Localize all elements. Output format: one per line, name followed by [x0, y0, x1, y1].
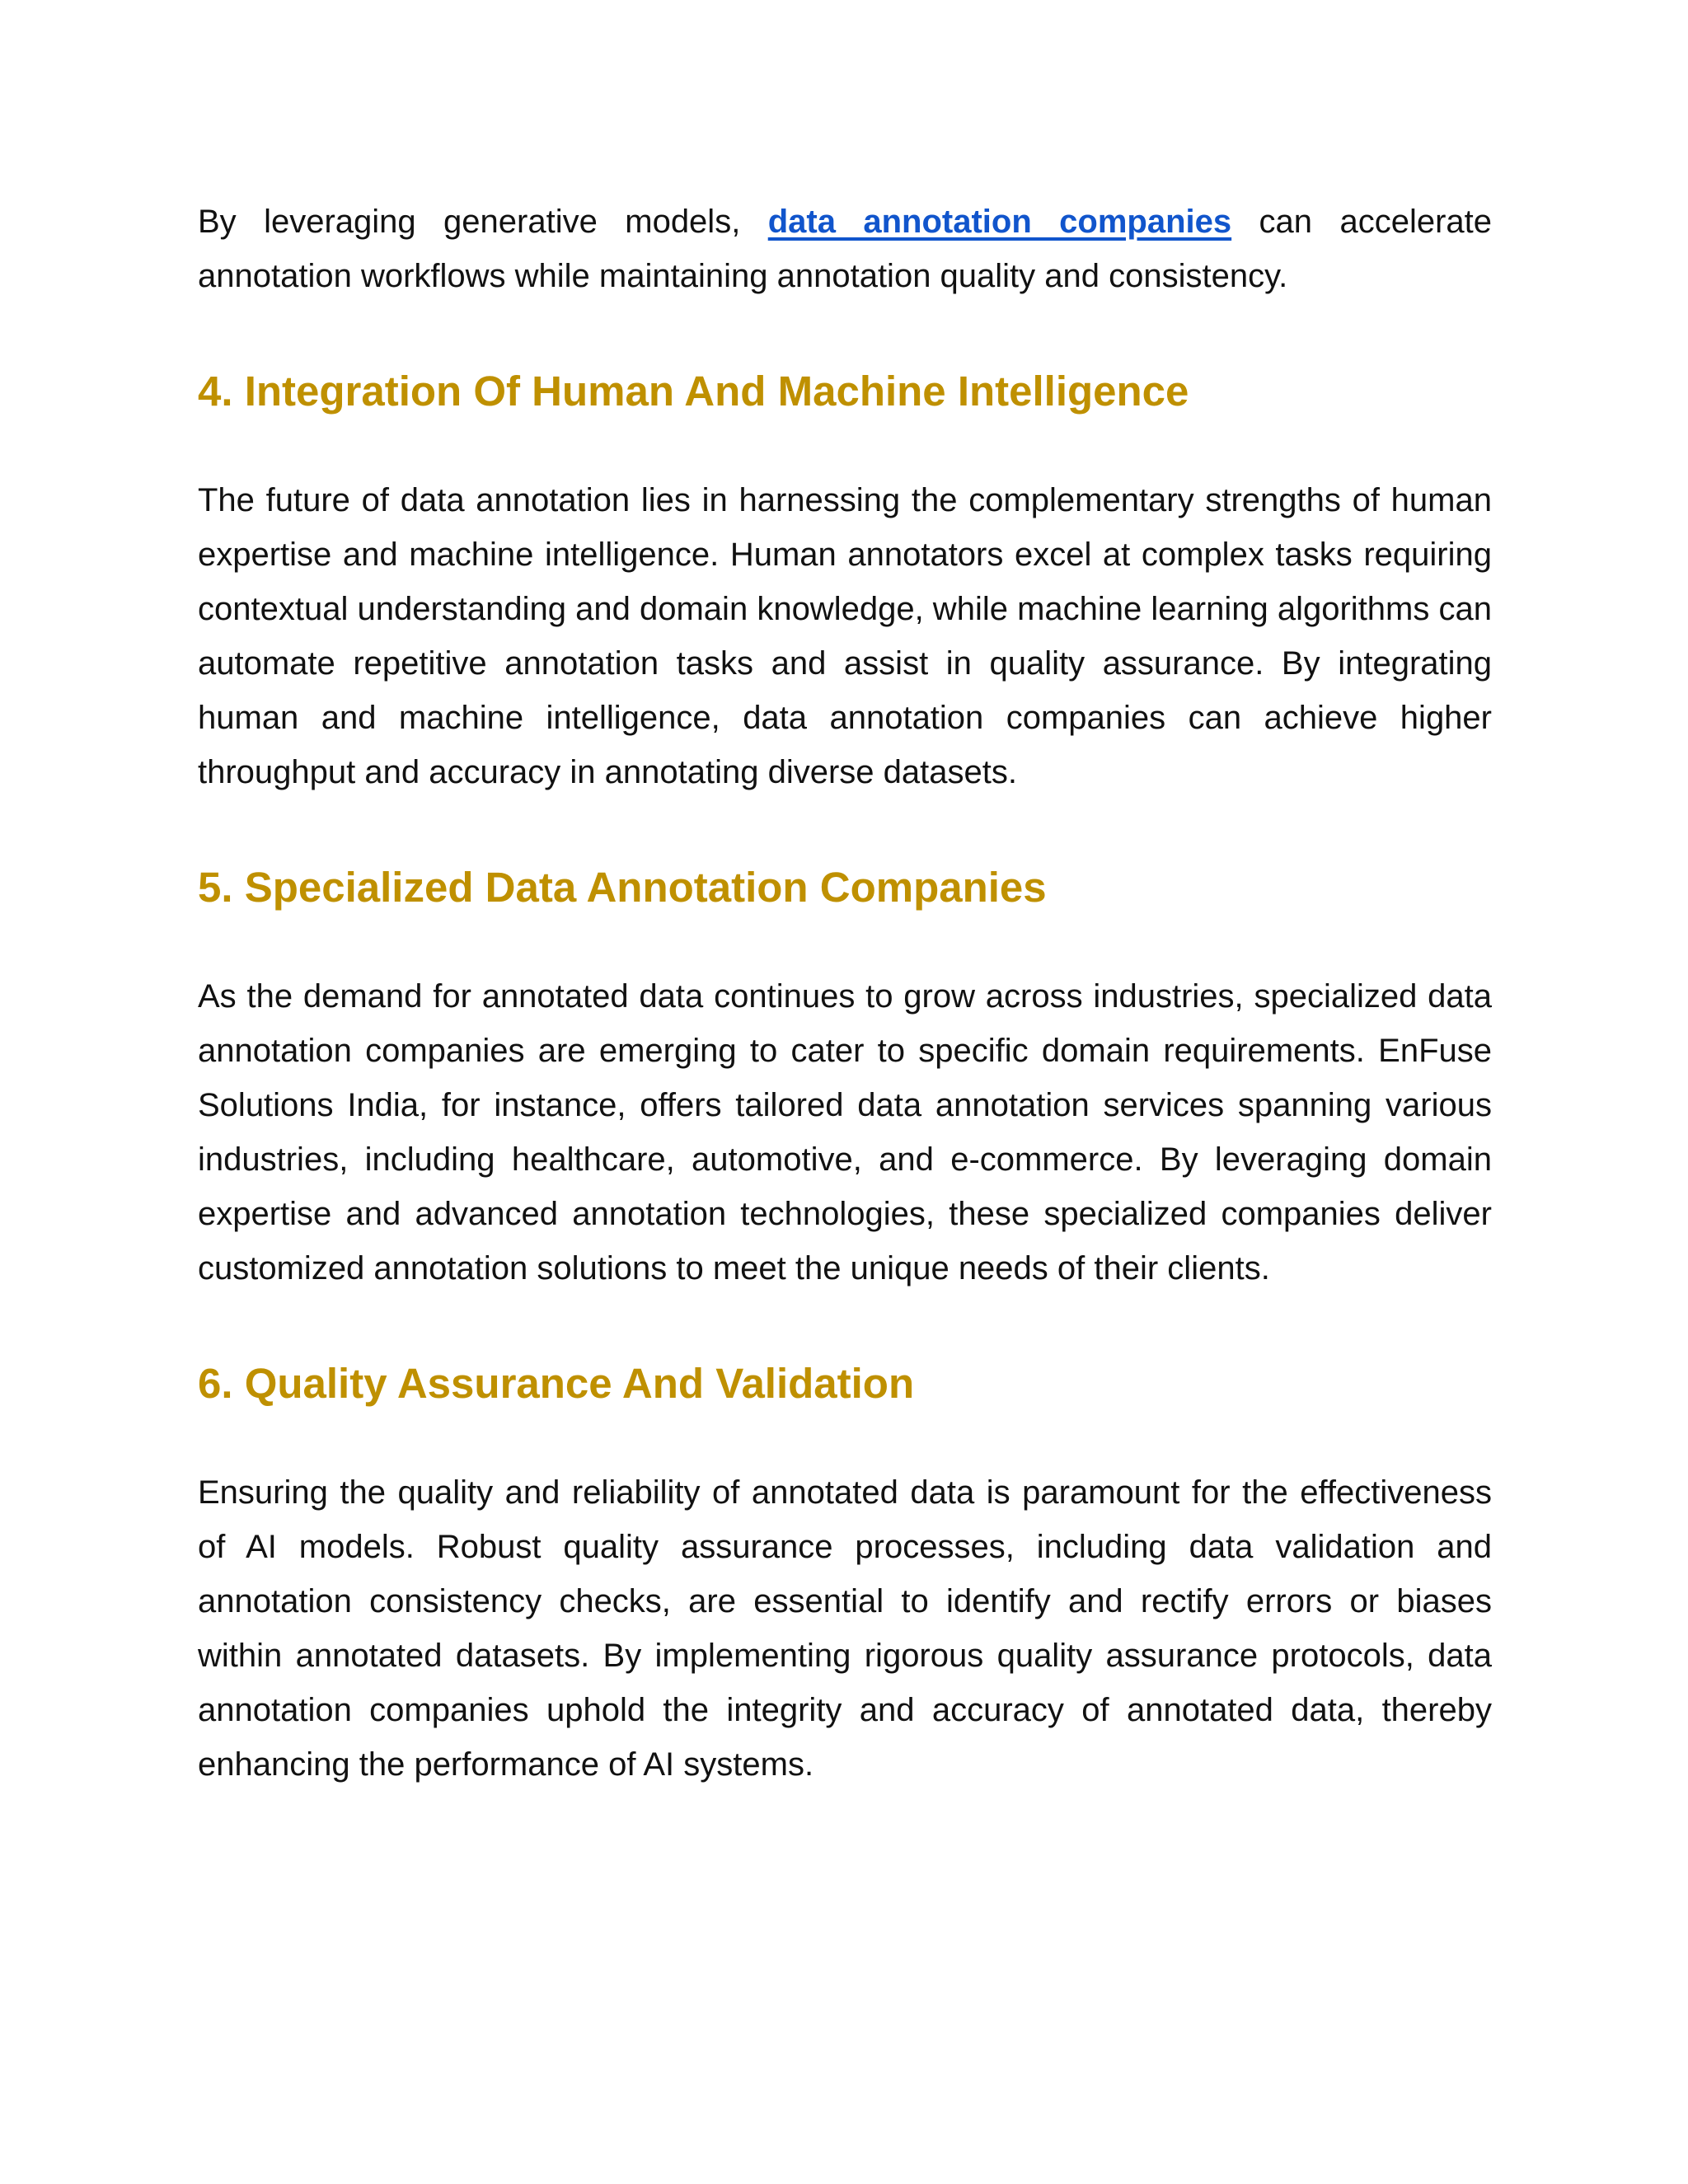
intro-text-after-link: can accelerate annotation workflows while maintaining annotation quality and consistency.: [198, 204, 1492, 294]
section-4-paragraph: The future of data annotation lies in harnessing the complementary strengths of human expertise and machine intelligence. Human annotators excel at complex tasks requiring contextual understanding and domain knowledge, while machine learning algorithms can automate repetitive annotation tasks and assist in quality assurance. By integrating human and machine intelligence, data annotation companies can achieve higher throughput and accuracy in annotating diverse datasets.: [198, 482, 1492, 790]
section-5-heading: 5. Specialized Data Annotation Companies: [198, 864, 1047, 911]
section-6-paragraph: Ensuring the quality and reliability of annotated data is paramount for the effectiveness of AI models. Robust quality assurance processes, including data validation and annotation consistency checks, are essential to identify and rectify errors or biases within annotated datasets. By implementing rigorous quality assurance protocols, data annotation companies uphold the integrity and accuracy of annotated data, thereby enhancing the performance of AI systems.: [198, 1474, 1492, 1783]
intro-paragraph: [198, 194, 1492, 303]
intro-text-before-link: By leveraging generative models,: [198, 204, 768, 240]
section-5-paragraph: As the demand for annotated data continues to grow across industries, specialized data annotation companies are emerging to cater to specific domain requirements. EnFuse Solutions India, for instance, offers tailored data annotation services spanning various industries, including healthcare, automotive, and e-commerce. By leveraging domain expertise and advanced annotation technologies, these specialized companies deliver customized annotation solutions to meet the unique needs of their clients.: [198, 978, 1492, 1286]
data-annotation-companies-link[interactable]: data annotation companies: [767, 204, 1232, 240]
document-page: [198, 194, 1492, 1792]
section-4-heading: 4. Integration Of Human And Machine Intelligence: [198, 368, 1189, 415]
section-6-heading: 6. Quality Assurance And Validation: [198, 1360, 915, 1407]
